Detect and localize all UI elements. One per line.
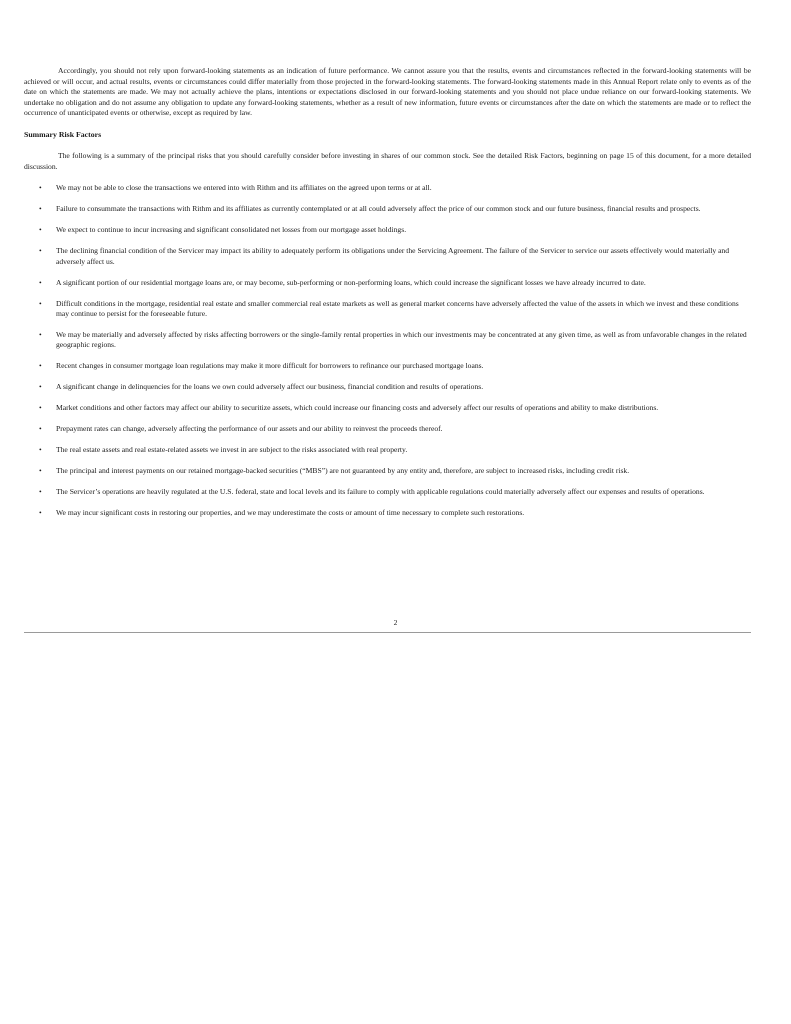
risk-item bbox=[24, 183, 751, 193]
risk-text: Failure to consummate the transactions with Rithm and its affiliates as currently contemplated or at all could adversely affect the price of our common stock and our future business, financial results and prospects. bbox=[56, 204, 701, 214]
risk-text: The Servicer’s operations are heavily regulated at the U.S. federal, state and local levels and its failure to comply with applicable regulations could materially adversely affect our expenses and results of operations. bbox=[56, 487, 705, 497]
risk-text: The real estate assets and real estate-related assets we invest in are subject to the risks associated with real property. bbox=[56, 445, 408, 455]
risk-list bbox=[24, 183, 751, 519]
bullet-icon: • bbox=[39, 382, 42, 392]
bullet-icon: • bbox=[39, 466, 42, 476]
risk-item bbox=[24, 487, 751, 497]
risk-item bbox=[24, 330, 751, 351]
risk-item bbox=[24, 361, 751, 371]
section-heading: Summary Risk Factors bbox=[24, 129, 102, 139]
bullet-icon: • bbox=[39, 424, 42, 434]
risk-item bbox=[24, 225, 751, 235]
risk-item bbox=[24, 278, 751, 288]
risk-item bbox=[24, 204, 751, 214]
risk-text: Recent changes in consumer mortgage loan regulations may make it more difficult for borrowers to refinance our purchased mortgage loans. bbox=[56, 361, 484, 371]
bullet-icon: • bbox=[39, 204, 42, 214]
risk-text: A significant change in delinquencies for the loans we own could adversely affect our business, financial condition and results of operations. bbox=[56, 382, 484, 392]
risk-item bbox=[24, 508, 751, 518]
bullet-icon: • bbox=[39, 445, 42, 455]
risk-item bbox=[24, 403, 751, 413]
bullet-icon: • bbox=[39, 246, 42, 256]
bullet-icon: • bbox=[39, 298, 42, 308]
risk-text: We may be materially and adversely affected by risks affecting borrowers or the single-family rental properties in which our investments may be concentrated at any given time, as well as from unfavorable changes in the related geographic regions. bbox=[56, 329, 747, 350]
risk-text: We may not be able to close the transactions we entered into with Rithm and its affiliates on the agreed upon terms or at all. bbox=[56, 183, 432, 193]
risk-item bbox=[24, 246, 751, 267]
bullet-icon: • bbox=[39, 183, 42, 193]
risk-text: Difficult conditions in the mortgage, residential real estate and smaller commercial real estate markets as well as general market concerns have adversely affected the value of the assets in which we invest and these conditions may continue to persist for the foreseeable future. bbox=[56, 298, 739, 318]
risk-text: We may incur significant costs in restoring our properties, and we may underestimate the costs or amount of time necessary to complete such restorations. bbox=[56, 508, 525, 518]
risk-text: We expect to continue to incur increasing and significant consolidated net losses from our mortgage asset holdings. bbox=[56, 225, 407, 235]
risk-item bbox=[24, 299, 751, 320]
bullet-icon: • bbox=[39, 329, 42, 339]
risk-text: Prepayment rates can change, adversely affecting the performance of our assets and our ability to reinvest the proceeds thereof. bbox=[56, 424, 443, 434]
risk-text: A significant portion of our residential mortgage loans are, or may become, sub-performing or non-performing loans, which could increase the significant losses we have already incurred to date. bbox=[56, 277, 646, 287]
bullet-icon: • bbox=[39, 487, 42, 497]
risk-item bbox=[24, 424, 751, 434]
bullet-icon: • bbox=[39, 508, 42, 518]
risk-item bbox=[24, 382, 751, 392]
bullet-icon: • bbox=[39, 361, 42, 371]
risk-text: The principal and interest payments on our retained mortgage-backed securities (“MBS”) are not guaranteed by any entity and, therefore, are subject to increased risks, including credit risk. bbox=[56, 466, 630, 476]
risk-text: The declining financial condition of the Servicer may impact its ability to adequately perform its obligations under the Servicing Agreement. The failure of the Servicer to service our assets effectively would materially and adversely affect us. bbox=[56, 246, 730, 266]
bullet-icon: • bbox=[39, 403, 42, 413]
page-divider bbox=[24, 632, 751, 633]
bullet-icon: • bbox=[39, 277, 42, 287]
forward-looking-paragraph: Accordingly, you should not rely upon forward-looking statements as an indication of future performance. We cannot assure you that the results, events and circumstances reflected in the forward-looking statements will be achieved or will occur, and actual results, events or circumstances could differ materially from those projected in the forward-looking statements. The forward-looking statements made in this Annual Report relate only to events as of the date on which the statements are made. We may not actually achieve the plans, intentions or expectations disclosed in our forward-looking statements and you should not place undue reliance on our forward-looking statements. We undertake no obligation and do not assume any obligation to update any forward-looking statements, whether as a result of new information, future events or circumstances after the date on which the statements are made or to reflect the occurrence of unanticipated events or otherwise, except as required by law. bbox=[24, 66, 751, 118]
document-page bbox=[24, 66, 751, 529]
summary-intro-paragraph: The following is a summary of the principal risks that you should carefully consider before investing in shares of our common stock. See the detailed Risk Factors, beginning on page 15 of this document, for a more detailed discussion. bbox=[24, 150, 751, 171]
risk-item bbox=[24, 466, 751, 476]
risk-item bbox=[24, 445, 751, 455]
page-number: 2 bbox=[393, 618, 398, 627]
risk-text: Market conditions and other factors may affect our ability to securitize assets, which could increase our financing costs and adversely affect our results of operations and ability to make distributions. bbox=[56, 403, 659, 413]
bullet-icon: • bbox=[39, 225, 42, 235]
